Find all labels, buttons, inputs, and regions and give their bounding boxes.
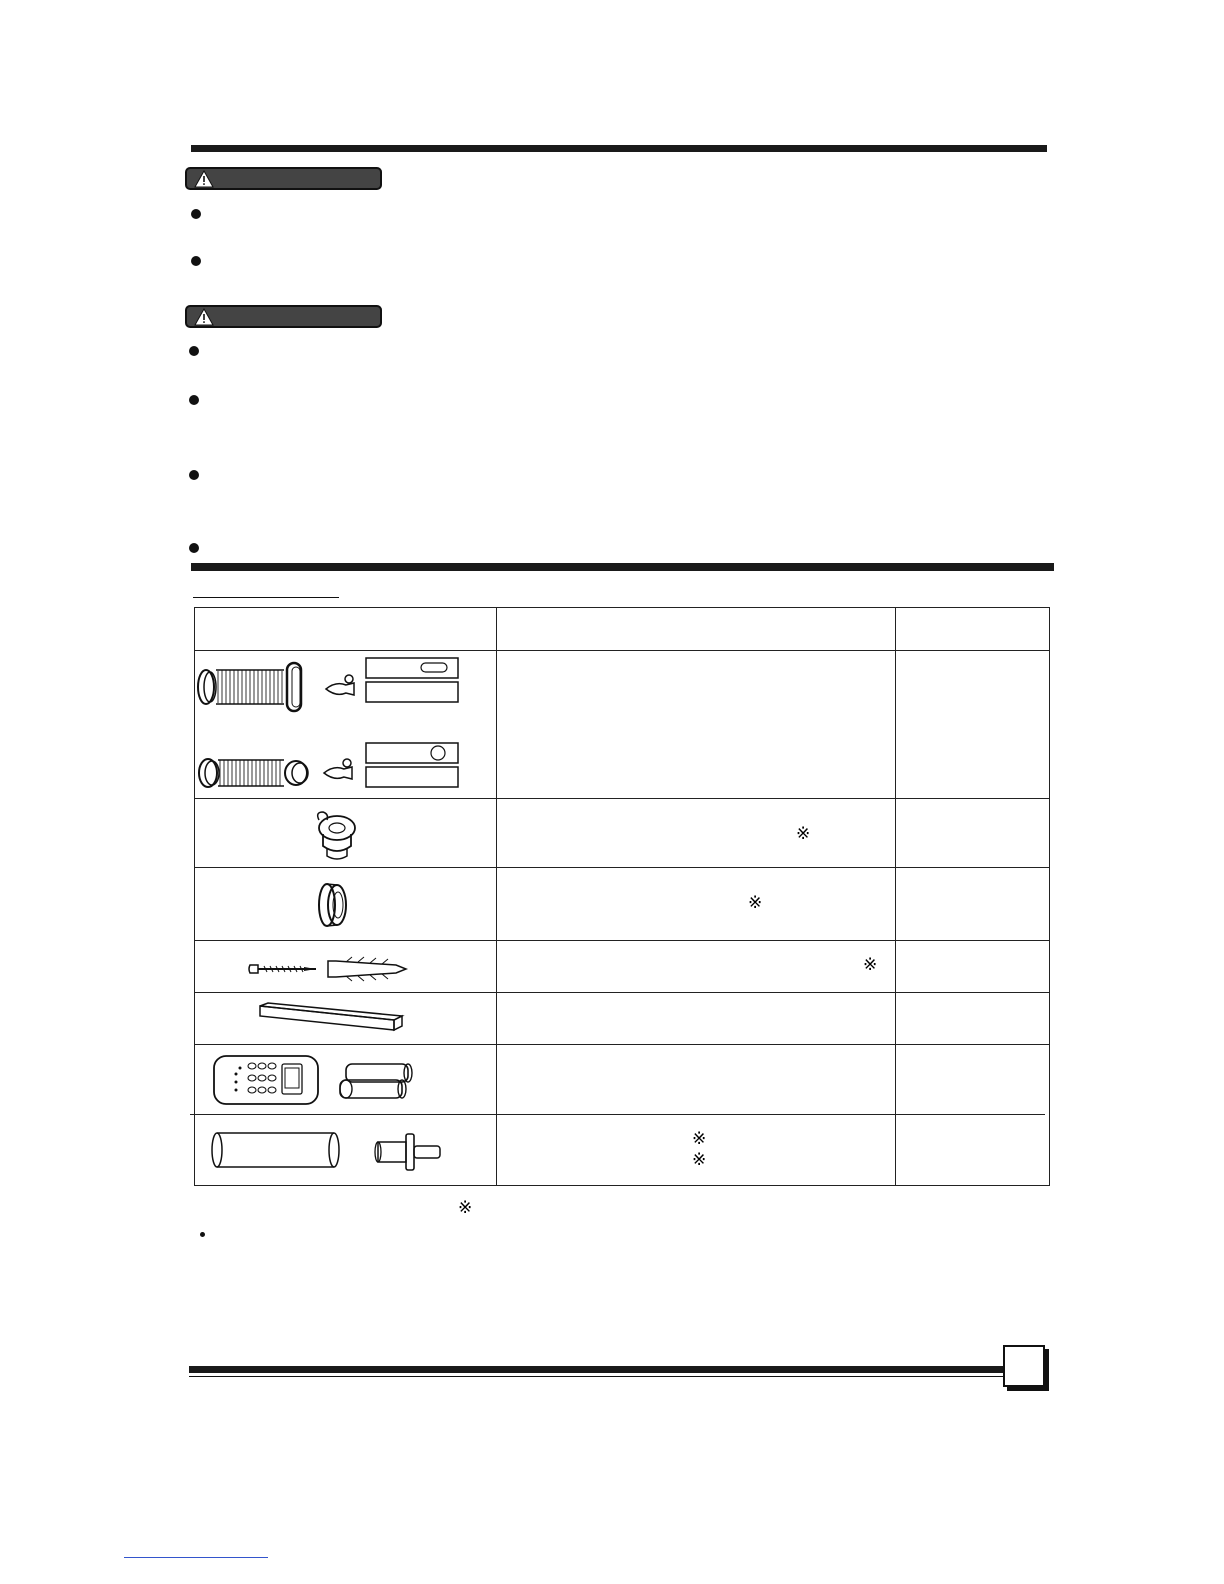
table-row-divider bbox=[194, 867, 1050, 868]
table-row-divider bbox=[194, 650, 1050, 651]
footnote-bullet bbox=[200, 1232, 205, 1237]
bullet-point bbox=[191, 209, 201, 219]
bullet-point bbox=[189, 395, 199, 405]
table-row-divider bbox=[190, 1114, 1045, 1115]
page-number-box bbox=[1003, 1345, 1045, 1387]
warning-triangle-icon bbox=[194, 308, 214, 326]
table-row-divider bbox=[194, 1044, 1050, 1045]
drain-hose-connector-icon bbox=[210, 1128, 446, 1176]
adapter-ring-icon bbox=[315, 880, 351, 930]
footer-underline bbox=[124, 1557, 268, 1558]
drain-plug-icon bbox=[309, 808, 365, 862]
note-mark: ※ bbox=[796, 824, 811, 844]
top-rule bbox=[191, 145, 1047, 152]
table-row-divider bbox=[194, 992, 1050, 993]
bottom-rule-thin bbox=[189, 1376, 1005, 1377]
footnote-mark: ※ bbox=[458, 1198, 473, 1218]
warning-triangle-icon bbox=[194, 170, 214, 188]
bullet-point bbox=[189, 543, 199, 553]
section-heading-underline bbox=[193, 597, 339, 598]
table-row-divider bbox=[194, 798, 1050, 799]
bullet-point bbox=[191, 256, 201, 266]
table-row-divider bbox=[194, 940, 1050, 941]
caution-badge bbox=[185, 305, 382, 328]
exhaust-hose-window-kit-icon bbox=[196, 653, 466, 798]
note-mark: ※ bbox=[692, 1150, 707, 1170]
warning-badge bbox=[185, 167, 382, 190]
foam-strip-icon bbox=[258, 1002, 404, 1032]
note-mark: ※ bbox=[692, 1129, 707, 1149]
section-rule bbox=[191, 563, 1054, 571]
table-column-divider bbox=[895, 607, 896, 1186]
bottom-rule bbox=[189, 1366, 1005, 1373]
bullet-point bbox=[189, 470, 199, 480]
screw-and-anchor-icon bbox=[246, 955, 410, 983]
bullet-point bbox=[189, 346, 199, 356]
note-mark: ※ bbox=[863, 955, 878, 975]
remote-control-batteries-icon bbox=[212, 1054, 422, 1108]
table-column-divider bbox=[496, 607, 497, 1186]
note-mark: ※ bbox=[748, 893, 763, 913]
